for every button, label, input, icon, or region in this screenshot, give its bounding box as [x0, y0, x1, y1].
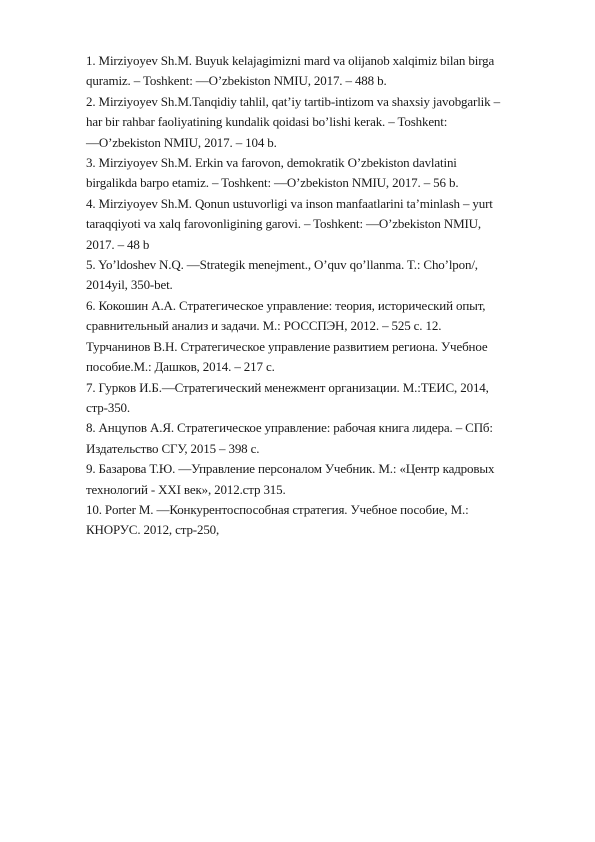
reference-line: 10. Porter M. ―Конкурентоспособная стратегия. Учебное пособие, М.: [86, 501, 469, 517]
reference-line: 2014yil, 350-bet. [86, 277, 173, 293]
reference-line: пособие.М.: Дашков, 2014. – 217 с. [86, 359, 275, 375]
reference-line: 3. Mirziyoyev Sh.M. Erkin va farovon, demokratik O’zbekiston davlatini [86, 155, 457, 171]
reference-line: Турчанинов В.Н. Стратегическое управление развитием региона. Учебное [86, 338, 488, 354]
reference-line: КНОРУС. 2012, стр-250, [86, 522, 220, 538]
reference-line: 7. Гурков И.Б.―Стратегический менежмент организации. М.:ТЕИС, 2014, [86, 379, 489, 395]
reference-line: har bir rahbar faoliyatining kundalik qoidasi bo’lishi kerak. – Toshkent: [86, 114, 448, 130]
reference-line: 2. Mirziyoyev Sh.M.Tanqidiy tahlil, qat’iy tartib-intizom va shaxsiy javobgarlik – [86, 93, 500, 109]
reference-line: 5. Yo’ldoshev N.Q. ―Strategik menejment., O’quv qo’llanma. T.: Cho’lpon/, [86, 257, 478, 273]
reference-line: taraqqiyoti va xalq farovonligining garovi. – Toshkent: ―O’zbekiston NMIU, [86, 216, 482, 232]
reference-list [86, 51, 548, 541]
reference-line: стр-350. [86, 399, 130, 415]
reference-line: quramiz. – Toshkent: ―O’zbekiston NMIU, 2017. – 488 b. [86, 73, 387, 89]
reference-line: 6. Кокошин А.А. Стратегическое управление: теория, исторический опыт, [86, 297, 486, 313]
reference-line: 9. Базарова Т.Ю. ―Управление персоналом Учебник. М.: «Центр кадровых [86, 461, 495, 477]
reference-line: Издательство СГУ, 2015 – 398 с. [86, 440, 260, 456]
reference-line: сравнительный анализ и задачи. М.: РОССПЭН, 2012. – 525 с. 12. [86, 318, 442, 334]
reference-line: ―O’zbekiston NMIU, 2017. – 104 b. [86, 134, 277, 150]
reference-line: 4. Mirziyoyev Sh.M. Qonun ustuvorligi va inson manfaatlarini ta’minlash – yurt [86, 195, 493, 211]
reference-line: 8. Анцупов А.Я. Стратегическое управление: рабочая книга лидера. – СПб: [86, 420, 493, 436]
reference-line: birgalikda barpo etamiz. – Toshkent: ―O’zbekiston NMIU, 2017. – 56 b. [86, 175, 459, 191]
reference-line: технологий - XXI век», 2012.стр 315. [86, 481, 286, 497]
reference-line: 2017. – 48 b [86, 236, 150, 252]
reference-line: 1. Mirziyoyev Sh.M. Buyuk kelajagimizni mard va olijanob xalqimiz bilan birga [86, 53, 495, 68]
